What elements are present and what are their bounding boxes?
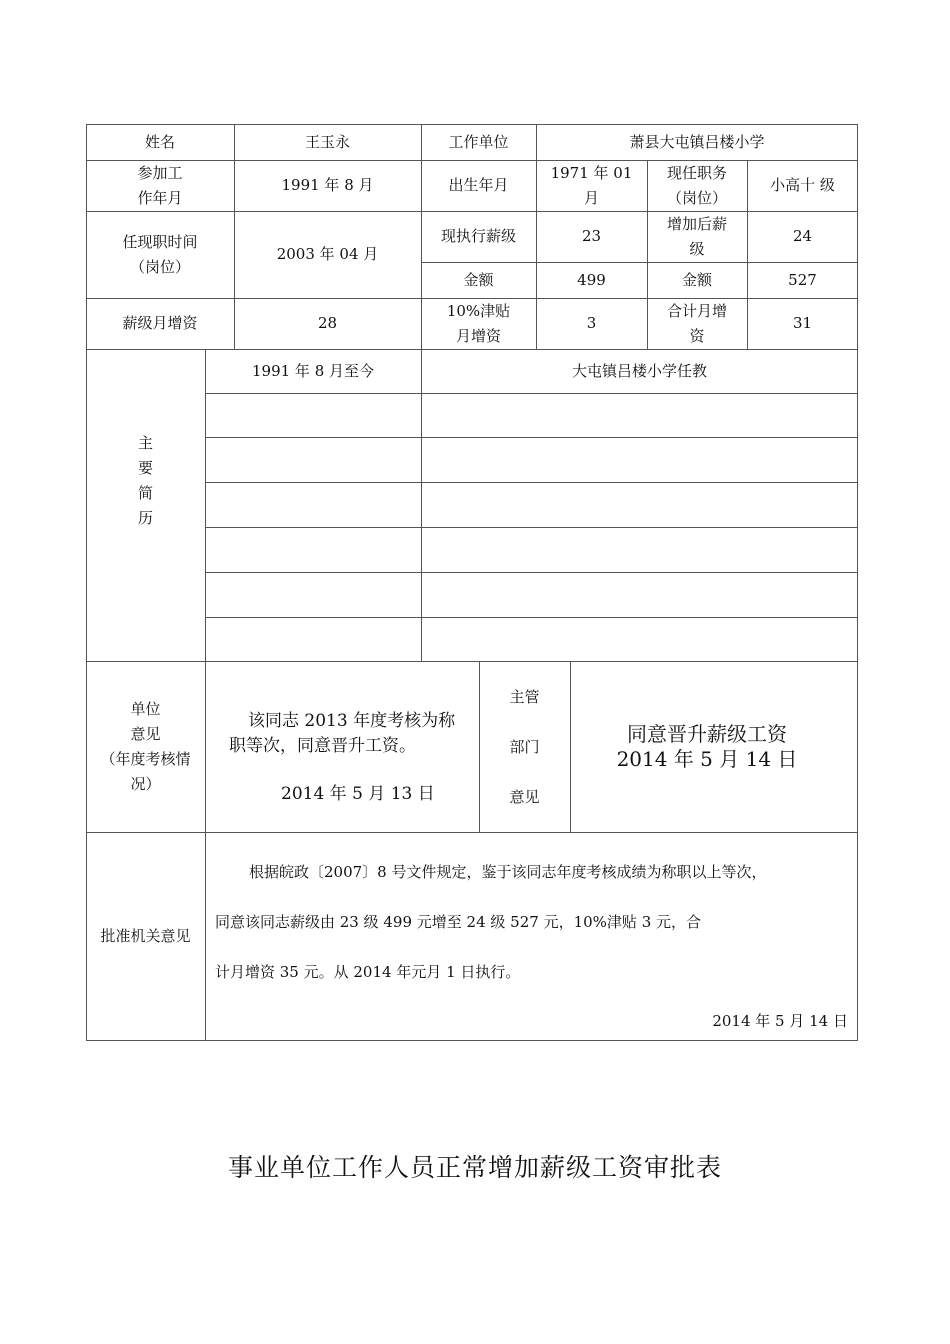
approval-label: 批准机关意见 — [100, 926, 191, 945]
allowance-value: 3 — [586, 314, 597, 332]
approval-form-table — [86, 124, 858, 1041]
join-date-label: 参加工 作年月 — [137, 163, 183, 207]
resume-period: 1991 年 8 月至今 — [251, 361, 375, 380]
resume-period — [205, 572, 421, 617]
dept-opinion-label: 主管 部门 意见 — [509, 687, 540, 806]
total-increase-label: 合计月增 资 — [666, 301, 727, 345]
new-amount-label: 金额 — [681, 270, 712, 289]
unit-opinion-text: 职等次，同意晋升工资。 — [229, 736, 416, 756]
new-grade-label: 增加后薪 级 — [666, 214, 727, 258]
total-increase-value: 31 — [792, 314, 813, 332]
resume-detail — [421, 527, 858, 572]
tenure-value: 2003 年 04 月 — [276, 245, 379, 263]
current-post-label: 现任职务 （岗位） — [666, 163, 727, 207]
resume-detail: 大屯镇吕楼小学任教 — [571, 361, 707, 380]
birth-date-value: 1971 年 01 月 — [550, 163, 633, 207]
new-amount-value: 527 — [788, 270, 817, 289]
current-amount-label: 金额 — [463, 270, 494, 289]
resume-detail — [421, 482, 858, 527]
resume-period — [205, 482, 421, 527]
monthly-increase-value: 28 — [317, 314, 338, 332]
approval-text: 根据皖政〔2007〕8 号文件规定，鉴于该同志年度考核成绩为称职以上等次， — [249, 863, 767, 881]
birth-date-label: 出生年月 — [448, 176, 509, 194]
unit-opinion-label: 单位 意见 （年度考核情 况） — [100, 699, 191, 793]
form-title: 事业单位工作人员正常增加薪级工资审批表 — [227, 1153, 722, 1182]
current-grade-label: 现执行薪级 — [440, 227, 516, 245]
tenure-label: 任现职时间 （岗位） — [122, 232, 198, 276]
unit-opinion-date: 2014 年 5 月 13 日 — [281, 784, 435, 804]
current-amount-value: 499 — [577, 270, 606, 289]
resume-detail — [421, 393, 858, 437]
resume-period — [205, 527, 421, 572]
allowance-label: 10%津贴 月增资 — [446, 301, 511, 345]
resume-period — [205, 617, 421, 661]
resume-detail — [421, 437, 858, 482]
resume-detail — [421, 572, 858, 617]
name-value: 王玉永 — [304, 132, 350, 151]
approval-text: 同意该同志薪级由 23 级 499 元增至 24 级 527 元，10%津贴 3 元，合 — [215, 913, 702, 931]
resume-label: 主 要 简 历 — [137, 434, 153, 527]
resume-period — [205, 393, 421, 437]
dept-opinion-text: 同意晋升薪级工资 2014 年 5 月 14 日 — [616, 721, 798, 771]
unit-opinion-text: 该同志 2013 年度考核为称 — [248, 711, 456, 731]
approval-date: 2014 年 5 月 14 日 — [712, 1012, 848, 1030]
new-grade-value: 24 — [792, 227, 813, 245]
work-unit-label: 工作单位 — [448, 132, 509, 151]
approval-text: 计月增资 35 元。从 2014 年元月 1 日执行。 — [215, 963, 521, 981]
current-post-value: 小高十 级 — [770, 176, 835, 194]
resume-period — [205, 437, 421, 482]
current-grade-value: 23 — [581, 227, 602, 245]
resume-detail — [421, 617, 858, 661]
work-unit-value: 萧县大屯镇吕楼小学 — [629, 132, 765, 151]
join-date-value: 1991 年 8 月 — [281, 176, 374, 194]
name-label: 姓名 — [144, 132, 175, 151]
monthly-increase-label: 薪级月增资 — [122, 314, 198, 332]
